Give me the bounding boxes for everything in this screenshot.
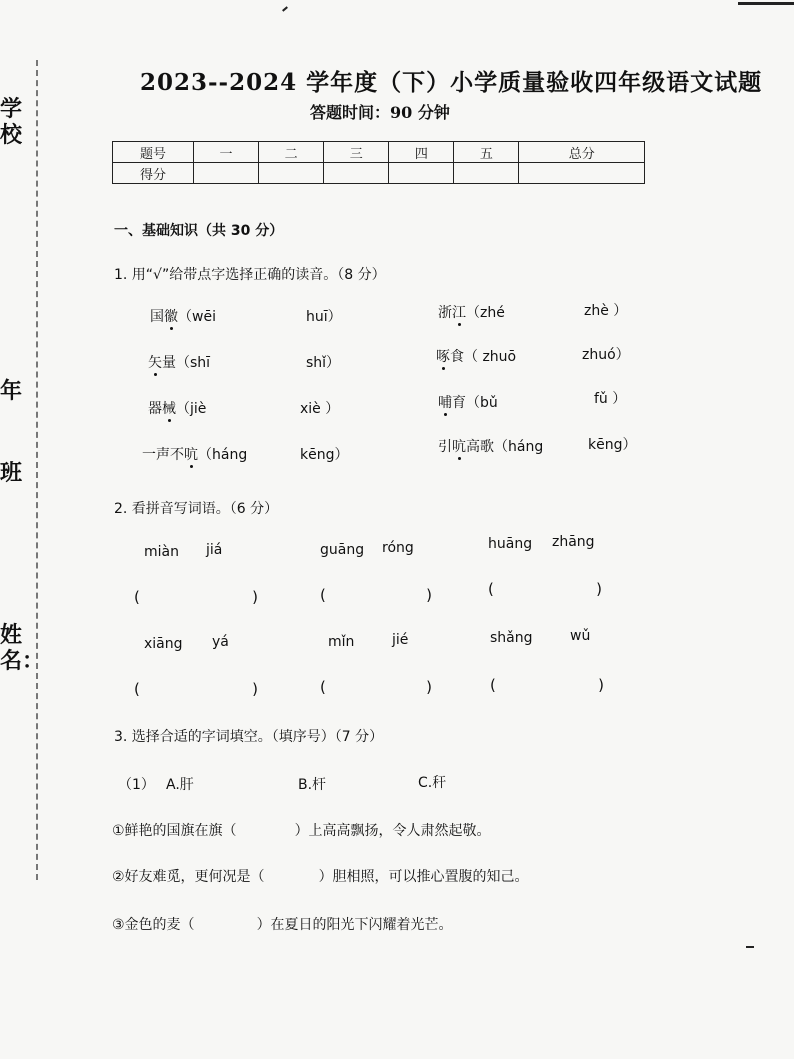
pinyin-syllable: shǎng	[490, 630, 533, 646]
pinyin-choice-item	[438, 436, 543, 456]
open-paren: (	[488, 580, 494, 598]
open-paren: (	[320, 586, 326, 604]
question-2-prompt: 2. 看拼音写词语。（6 分）	[114, 501, 279, 517]
table-cell: 总分	[519, 142, 645, 163]
score-table-score-row	[113, 163, 645, 184]
pinyin-choice-item	[436, 346, 516, 366]
pinyin-syllable: róng	[382, 540, 414, 556]
group-number: （1）	[118, 777, 155, 793]
dotted-char: 矢	[148, 355, 162, 371]
pinyin-option[interactable]: （ zhuō	[464, 349, 517, 365]
score-input-cell[interactable]	[519, 163, 645, 184]
page-subtitle: 答题时间：90 分钟	[310, 103, 450, 122]
pinyin-syllable: guāng	[320, 542, 365, 558]
pinyin-option[interactable]: （háng	[494, 439, 544, 455]
pinyin-option[interactable]: （bǔ	[466, 395, 498, 411]
pinyin-option[interactable]: kēng）	[588, 437, 637, 453]
pinyin-syllable: yá	[212, 634, 229, 650]
sentence-part: ①鲜艳的国旗在旗（	[112, 823, 237, 839]
margin-name-label: 姓名：	[0, 622, 45, 674]
score-table-header-row	[113, 142, 645, 163]
dotted-char: 啄	[436, 349, 450, 365]
dotted-char: 江	[452, 305, 466, 321]
sentence-part: ）在夏日的阳光下闪耀着光芒。	[256, 917, 453, 933]
pinyin-choice-item	[142, 444, 247, 464]
pinyin-option[interactable]: fǔ ）	[594, 391, 627, 407]
close-paren: )	[596, 580, 602, 598]
scan-mark	[738, 2, 794, 5]
question-1-prompt: 1. 用“√”给带点字选择正确的读音。（8 分）	[114, 267, 386, 283]
choice-option-a: A.肝	[166, 777, 194, 793]
score-input-cell[interactable]	[259, 163, 324, 184]
sentence-part: ③金色的麦（	[112, 917, 195, 933]
pinyin-option[interactable]: zhè ）	[584, 303, 628, 319]
pinyin-option[interactable]: huī）	[306, 309, 342, 325]
pinyin-choice-item	[150, 306, 216, 326]
sentence-part: ）胆相照，可以推心置腹的知己。	[318, 869, 529, 885]
dotted-char: 吭	[184, 447, 198, 463]
word-part: 引	[438, 439, 452, 455]
pinyin-option[interactable]: （zhé	[466, 305, 505, 321]
sentence-part: ）上高高飘扬，令人肃然起敬。	[294, 823, 491, 839]
open-paren: (	[490, 676, 496, 694]
table-cell: 题号	[113, 142, 194, 163]
dotted-char: 吭	[452, 439, 466, 455]
pinyin-choice-item	[148, 398, 206, 418]
close-paren: )	[426, 586, 432, 604]
word-part: 量	[162, 355, 176, 371]
sentence-part: ②好友难觅，更何况是（	[112, 869, 265, 885]
open-paren: (	[134, 588, 140, 606]
answer-blank[interactable]	[134, 680, 258, 698]
pinyin-option[interactable]: xiè ）	[300, 401, 340, 417]
pinyin-syllable: xiāng	[144, 636, 183, 652]
pinyin-syllable: mǐn	[328, 634, 355, 650]
answer-blank[interactable]	[320, 678, 432, 696]
fill-sentence	[112, 820, 491, 840]
binding-dashed-line	[36, 60, 38, 880]
dotted-char: 械	[162, 401, 176, 417]
score-input-cell[interactable]	[389, 163, 454, 184]
word-part: 国	[150, 309, 164, 325]
dotted-char: 哺	[438, 395, 452, 411]
table-cell: 一	[194, 142, 259, 163]
fill-sentence	[112, 866, 529, 886]
close-paren: )	[598, 676, 604, 694]
word-part: 高歌	[466, 439, 494, 455]
section-heading: 一、基础知识（共 30 分）	[114, 223, 284, 239]
answer-blank[interactable]	[488, 580, 602, 598]
answer-blank[interactable]	[320, 586, 432, 604]
pinyin-syllable: huāng	[488, 536, 533, 552]
question-3-prompt: 3. 选择合适的字词填空。（填序号）（7 分）	[114, 729, 384, 745]
answer-blank[interactable]	[134, 588, 258, 606]
pinyin-choice-item	[438, 392, 498, 412]
score-input-cell[interactable]	[324, 163, 389, 184]
pinyin-option[interactable]: shǐ）	[306, 355, 341, 371]
table-cell: 二	[259, 142, 324, 163]
choice-option-c: C.秆	[418, 775, 447, 791]
close-paren: )	[426, 678, 432, 696]
answer-blank[interactable]	[490, 676, 604, 694]
word-part: 食	[450, 349, 464, 365]
pinyin-option[interactable]: （jiè	[176, 401, 207, 417]
word-part: 浙	[438, 305, 452, 321]
table-cell: 四	[389, 142, 454, 163]
table-cell: 三	[324, 142, 389, 163]
margin-class-label: 班	[0, 460, 23, 486]
scan-mark	[282, 6, 288, 11]
margin-school-label: 学校	[0, 96, 23, 148]
pinyin-syllable: jiá	[206, 542, 223, 558]
close-paren: )	[252, 588, 258, 606]
score-table	[112, 141, 645, 184]
pinyin-option[interactable]: （wēi	[178, 309, 216, 325]
pinyin-option[interactable]: zhuó）	[582, 347, 630, 363]
pinyin-syllable: jié	[392, 632, 409, 648]
word-part: 器	[148, 401, 162, 417]
word-part: 一声不	[142, 447, 184, 463]
pinyin-option[interactable]: kēng）	[300, 447, 349, 463]
fill-sentence	[112, 914, 453, 934]
pinyin-choice-item	[438, 302, 505, 322]
pinyin-option[interactable]: （shī	[176, 355, 211, 371]
scan-mark	[746, 946, 754, 948]
score-input-cell[interactable]	[194, 163, 259, 184]
pinyin-syllable: zhāng	[552, 534, 595, 550]
margin-grade-label: 年	[0, 378, 23, 404]
score-input-cell[interactable]	[454, 163, 519, 184]
pinyin-option[interactable]: （háng	[198, 447, 248, 463]
close-paren: )	[252, 680, 258, 698]
dotted-char: 徽	[164, 309, 178, 325]
page-title: 2023--2024 学年度（下）小学质量验收四年级语文试题	[140, 69, 763, 96]
pinyin-choice-item	[148, 352, 210, 372]
open-paren: (	[134, 680, 140, 698]
pinyin-syllable: wǔ	[570, 628, 591, 644]
table-cell: 五	[454, 142, 519, 163]
word-part: 育	[452, 395, 466, 411]
pinyin-syllable: miàn	[144, 544, 179, 560]
choice-option-b: B.杆	[298, 777, 327, 793]
table-cell: 得分	[113, 163, 194, 184]
open-paren: (	[320, 678, 326, 696]
